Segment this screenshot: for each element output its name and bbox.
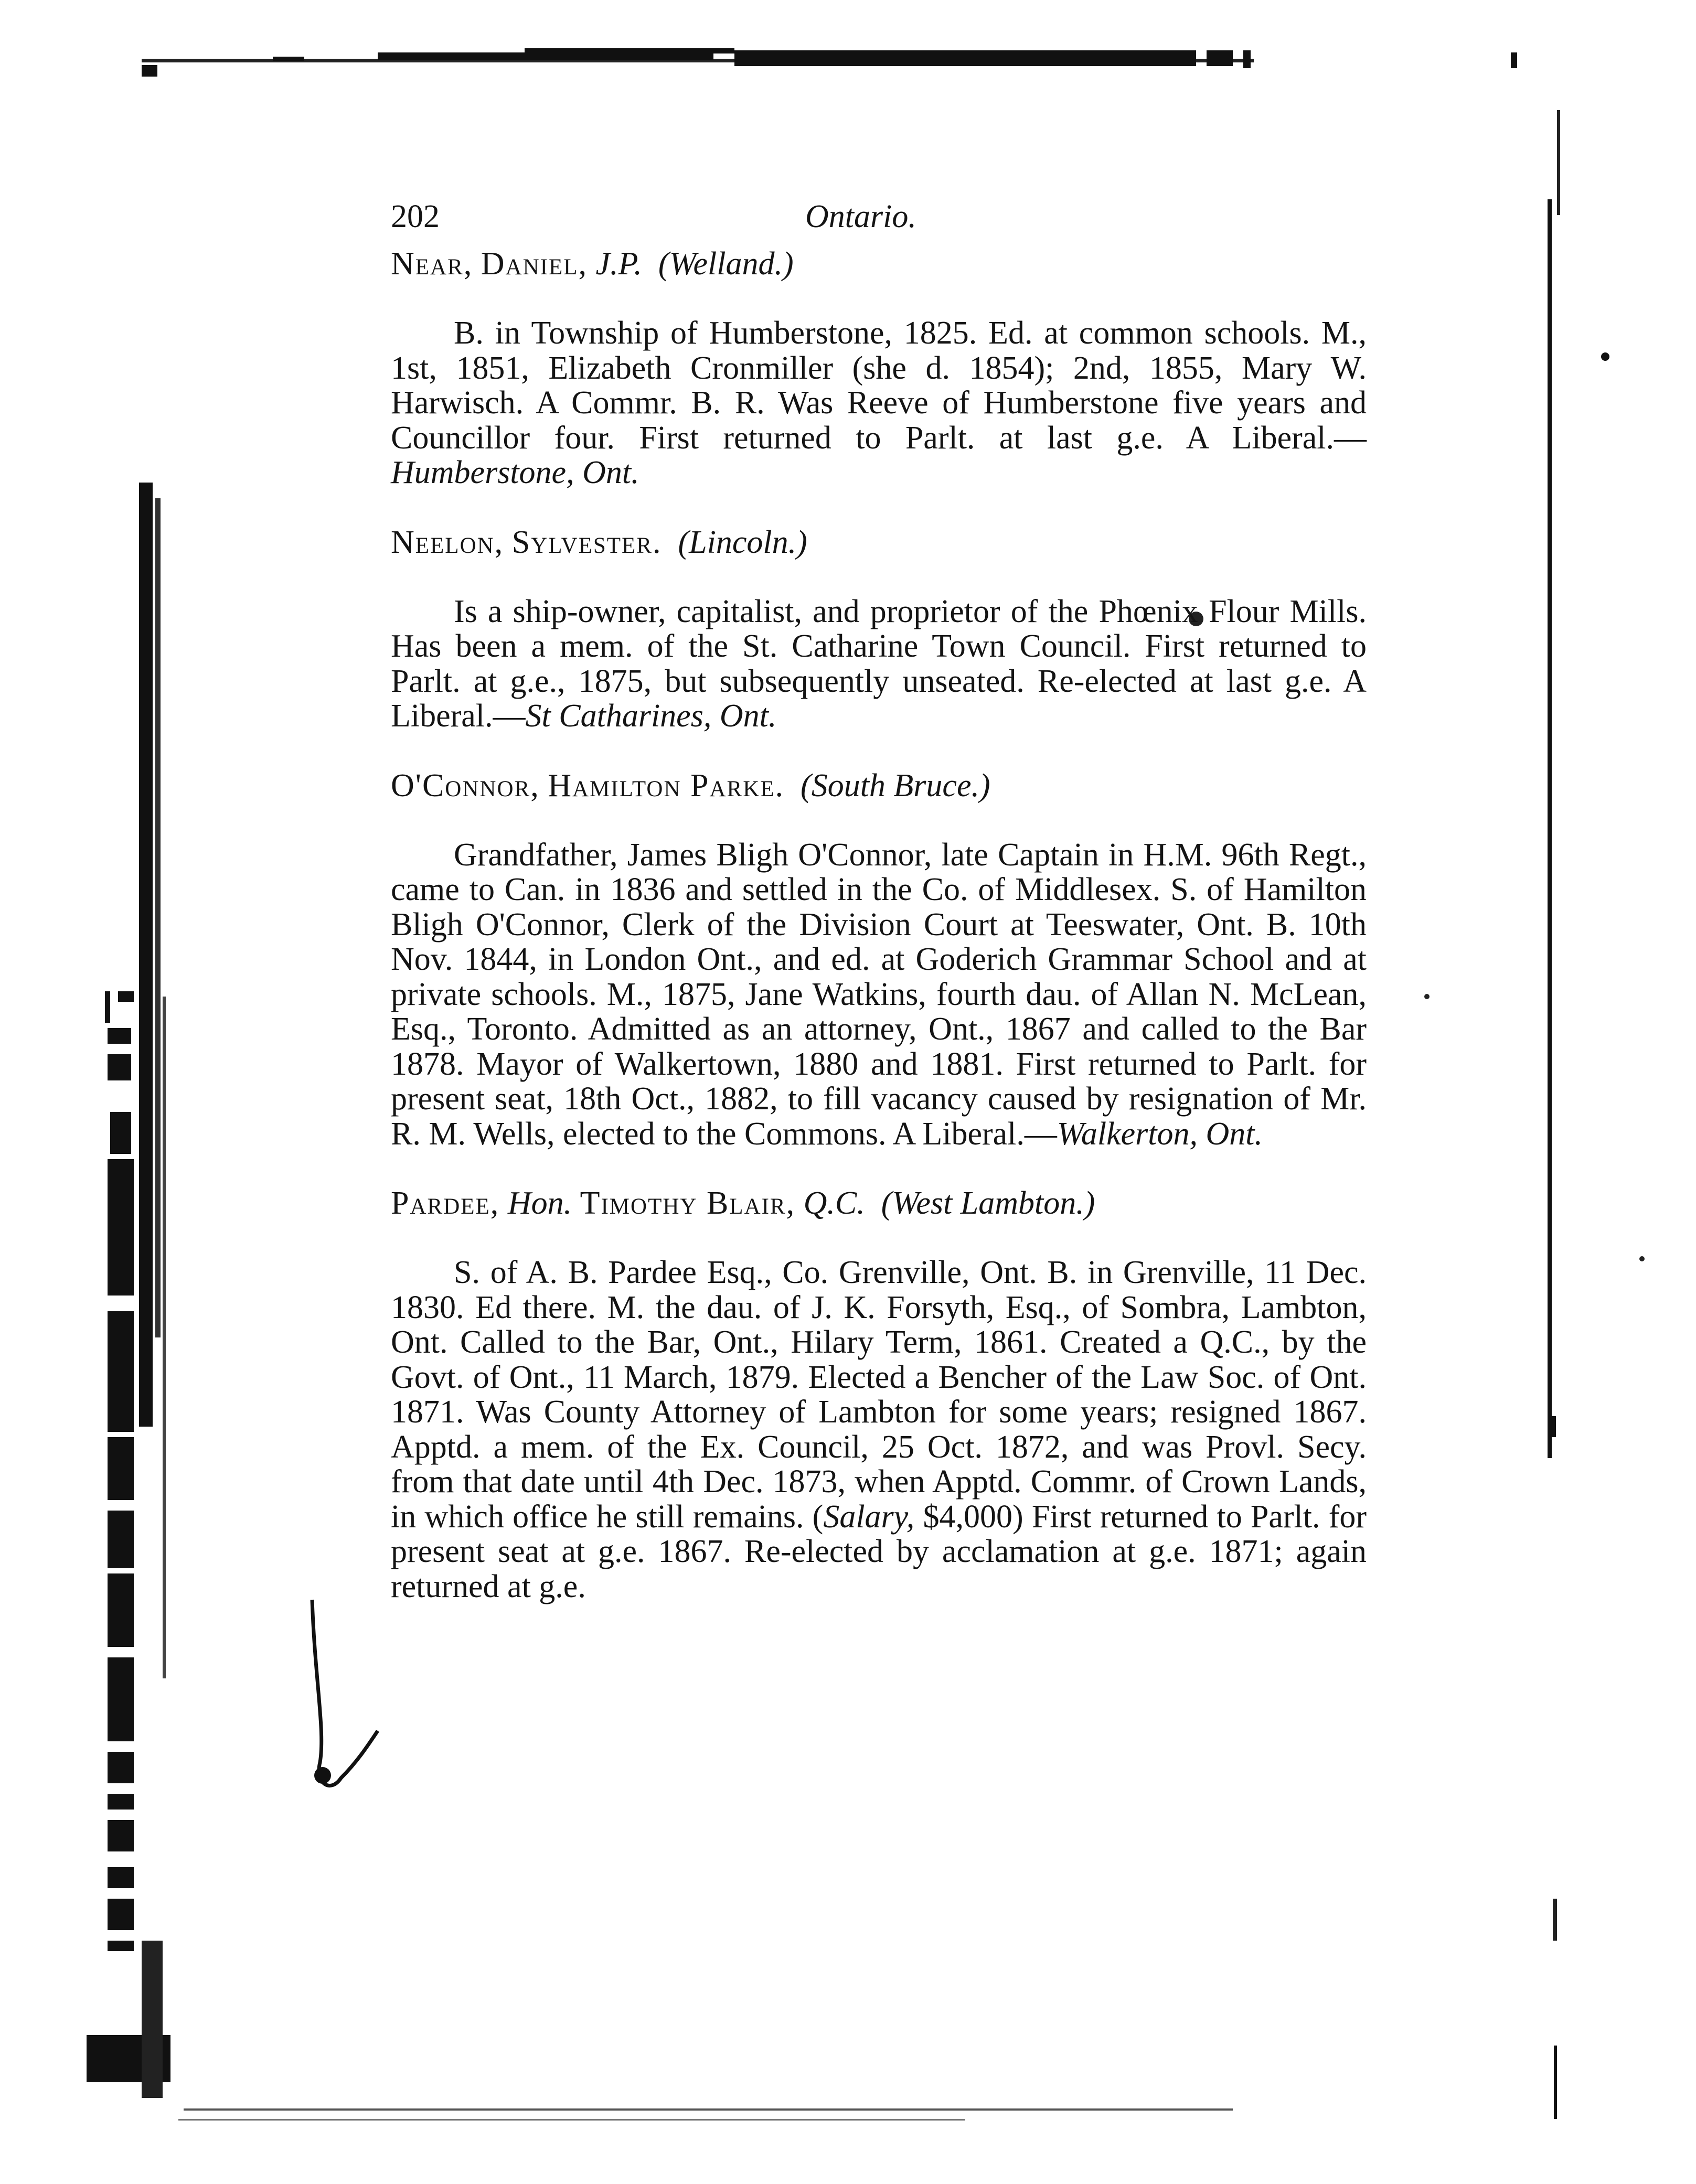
entry-surname: Neelon, <box>391 524 504 560</box>
entry-surname: Pardee, <box>391 1185 500 1221</box>
entry-heading <box>391 247 1367 281</box>
running-head <box>391 199 1367 247</box>
entry-bio <box>391 838 1367 1152</box>
entry-address: St Catharines, Ont. <box>525 698 777 734</box>
entry-surname: Near, <box>391 246 473 282</box>
entry-bio <box>391 316 1367 490</box>
entry-given-name: Sylvester. <box>511 524 662 560</box>
entry-oconnor <box>391 768 1367 1152</box>
entry-bio-text: B. in Township of Humberstone, 1825. Ed. at common schools. M., 1st, 1851, Elizabeth Cronmiller (she d. 1854); 2nd, 1855, Mary W. Harwisch. A Commr. B. R. Was Reeve of Humberstone five years and Councillor four. First returned to Parlt. at last g.e. A Liberal.— <box>391 315 1367 456</box>
entry-title: Q.C. <box>803 1185 865 1221</box>
entry-heading <box>391 525 1367 560</box>
running-title: Ontario. <box>805 199 916 234</box>
page-number: 202 <box>391 199 440 234</box>
entry-bio-text: S. of A. B. Pardee Esq., Co. Grenville, Ont. B. in Grenville, 11 Dec. 1830. Ed there. M. the dau. of J. K. Forsyth, Esq., of Sombra, Lambton, Ont. Called to the Bar, Ont., Hilary Term, 1861. Created a Q.C., by the Govt. of Ont., 11 March, 1879. Elected a Bencher of the Law Soc. of Ont. 1871. Was County Attorney of Lambton for some years; resigned 1867. Apptd. a mem. of the Ex. Council, 25 Oct. 1872, and was Provl. Secy. from that date until 4th Dec. 1873, when Apptd. Commr. of Crown Lands, in which office he still remains. ( <box>391 1255 1367 1535</box>
entry-bio-text: Grandfather, James Bligh O'Connor, late Captain in H.M. 96th Regt., came to Can. in 1836 and settled in the Co. of Middlesex. S. of Hamilton Bligh O'Connor, Clerk of the Division Court at Teeswater, Ont. B. 10th Nov. 1844, in London Ont., and ed. at Goderich Grammar School and at private schools. M., 1875, Jane Watkins, fourth dau. of Allan N. McLean, Esq., Toronto. Admitted as an attorney, Ont., 1867 and called to the Bar 1878. Mayor of Walkertown, 1880 and 1881. First returned to Parlt. for present seat, 18th Oct., 1882, to fill vacancy caused by resignation of Mr. R. M. Wells, elected to the Commons. A Liberal.— <box>391 837 1367 1152</box>
entry-near <box>391 247 1367 490</box>
entry-salary-amount: $4,000) <box>914 1498 1023 1535</box>
entry-constituency: (Lincoln.) <box>678 524 807 560</box>
entry-constituency: (West Lambton.) <box>881 1185 1095 1221</box>
entry-prefix: Hon. <box>507 1185 572 1221</box>
entry-given-name: Hamilton Parke. <box>548 767 785 804</box>
entry-address: Walkerton, Ont. <box>1057 1116 1263 1152</box>
entry-neelon <box>391 525 1367 734</box>
entry-bio <box>391 594 1367 734</box>
entry-given-name: Daniel, <box>481 246 588 282</box>
entry-bio <box>391 1255 1367 1604</box>
entry-address: Humberstone, Ont. <box>391 455 639 490</box>
entry-pardee <box>391 1186 1367 1604</box>
entry-heading <box>391 1186 1367 1221</box>
entry-constituency: (South Bruce.) <box>801 767 990 804</box>
entry-surname: O'Connor, <box>391 767 540 804</box>
entry-heading <box>391 768 1367 803</box>
entry-bio-text: Is a ship-owner, capitalist, and proprietor of the Phœnix Flour Mills. Has been a mem. of the St. Catharine Town Council. First returned to Parlt. at g.e., 1875, but subsequently unseated. Re-elected at last g.e. A Liberal.— <box>391 593 1367 734</box>
entry-salary-label: Salary, <box>823 1498 915 1535</box>
entry-title: J.P. <box>595 246 642 282</box>
entry-given-name: Timothy Blair, <box>580 1185 796 1221</box>
entry-constituency: (Welland.) <box>658 246 794 282</box>
entry-bio-text-continued: First returned to Parlt. for present seat at g.e. 1867. Re-elected by acclamation at g.e. 1871; again returned at g.e. <box>391 1498 1367 1604</box>
page-body <box>391 199 1367 1639</box>
